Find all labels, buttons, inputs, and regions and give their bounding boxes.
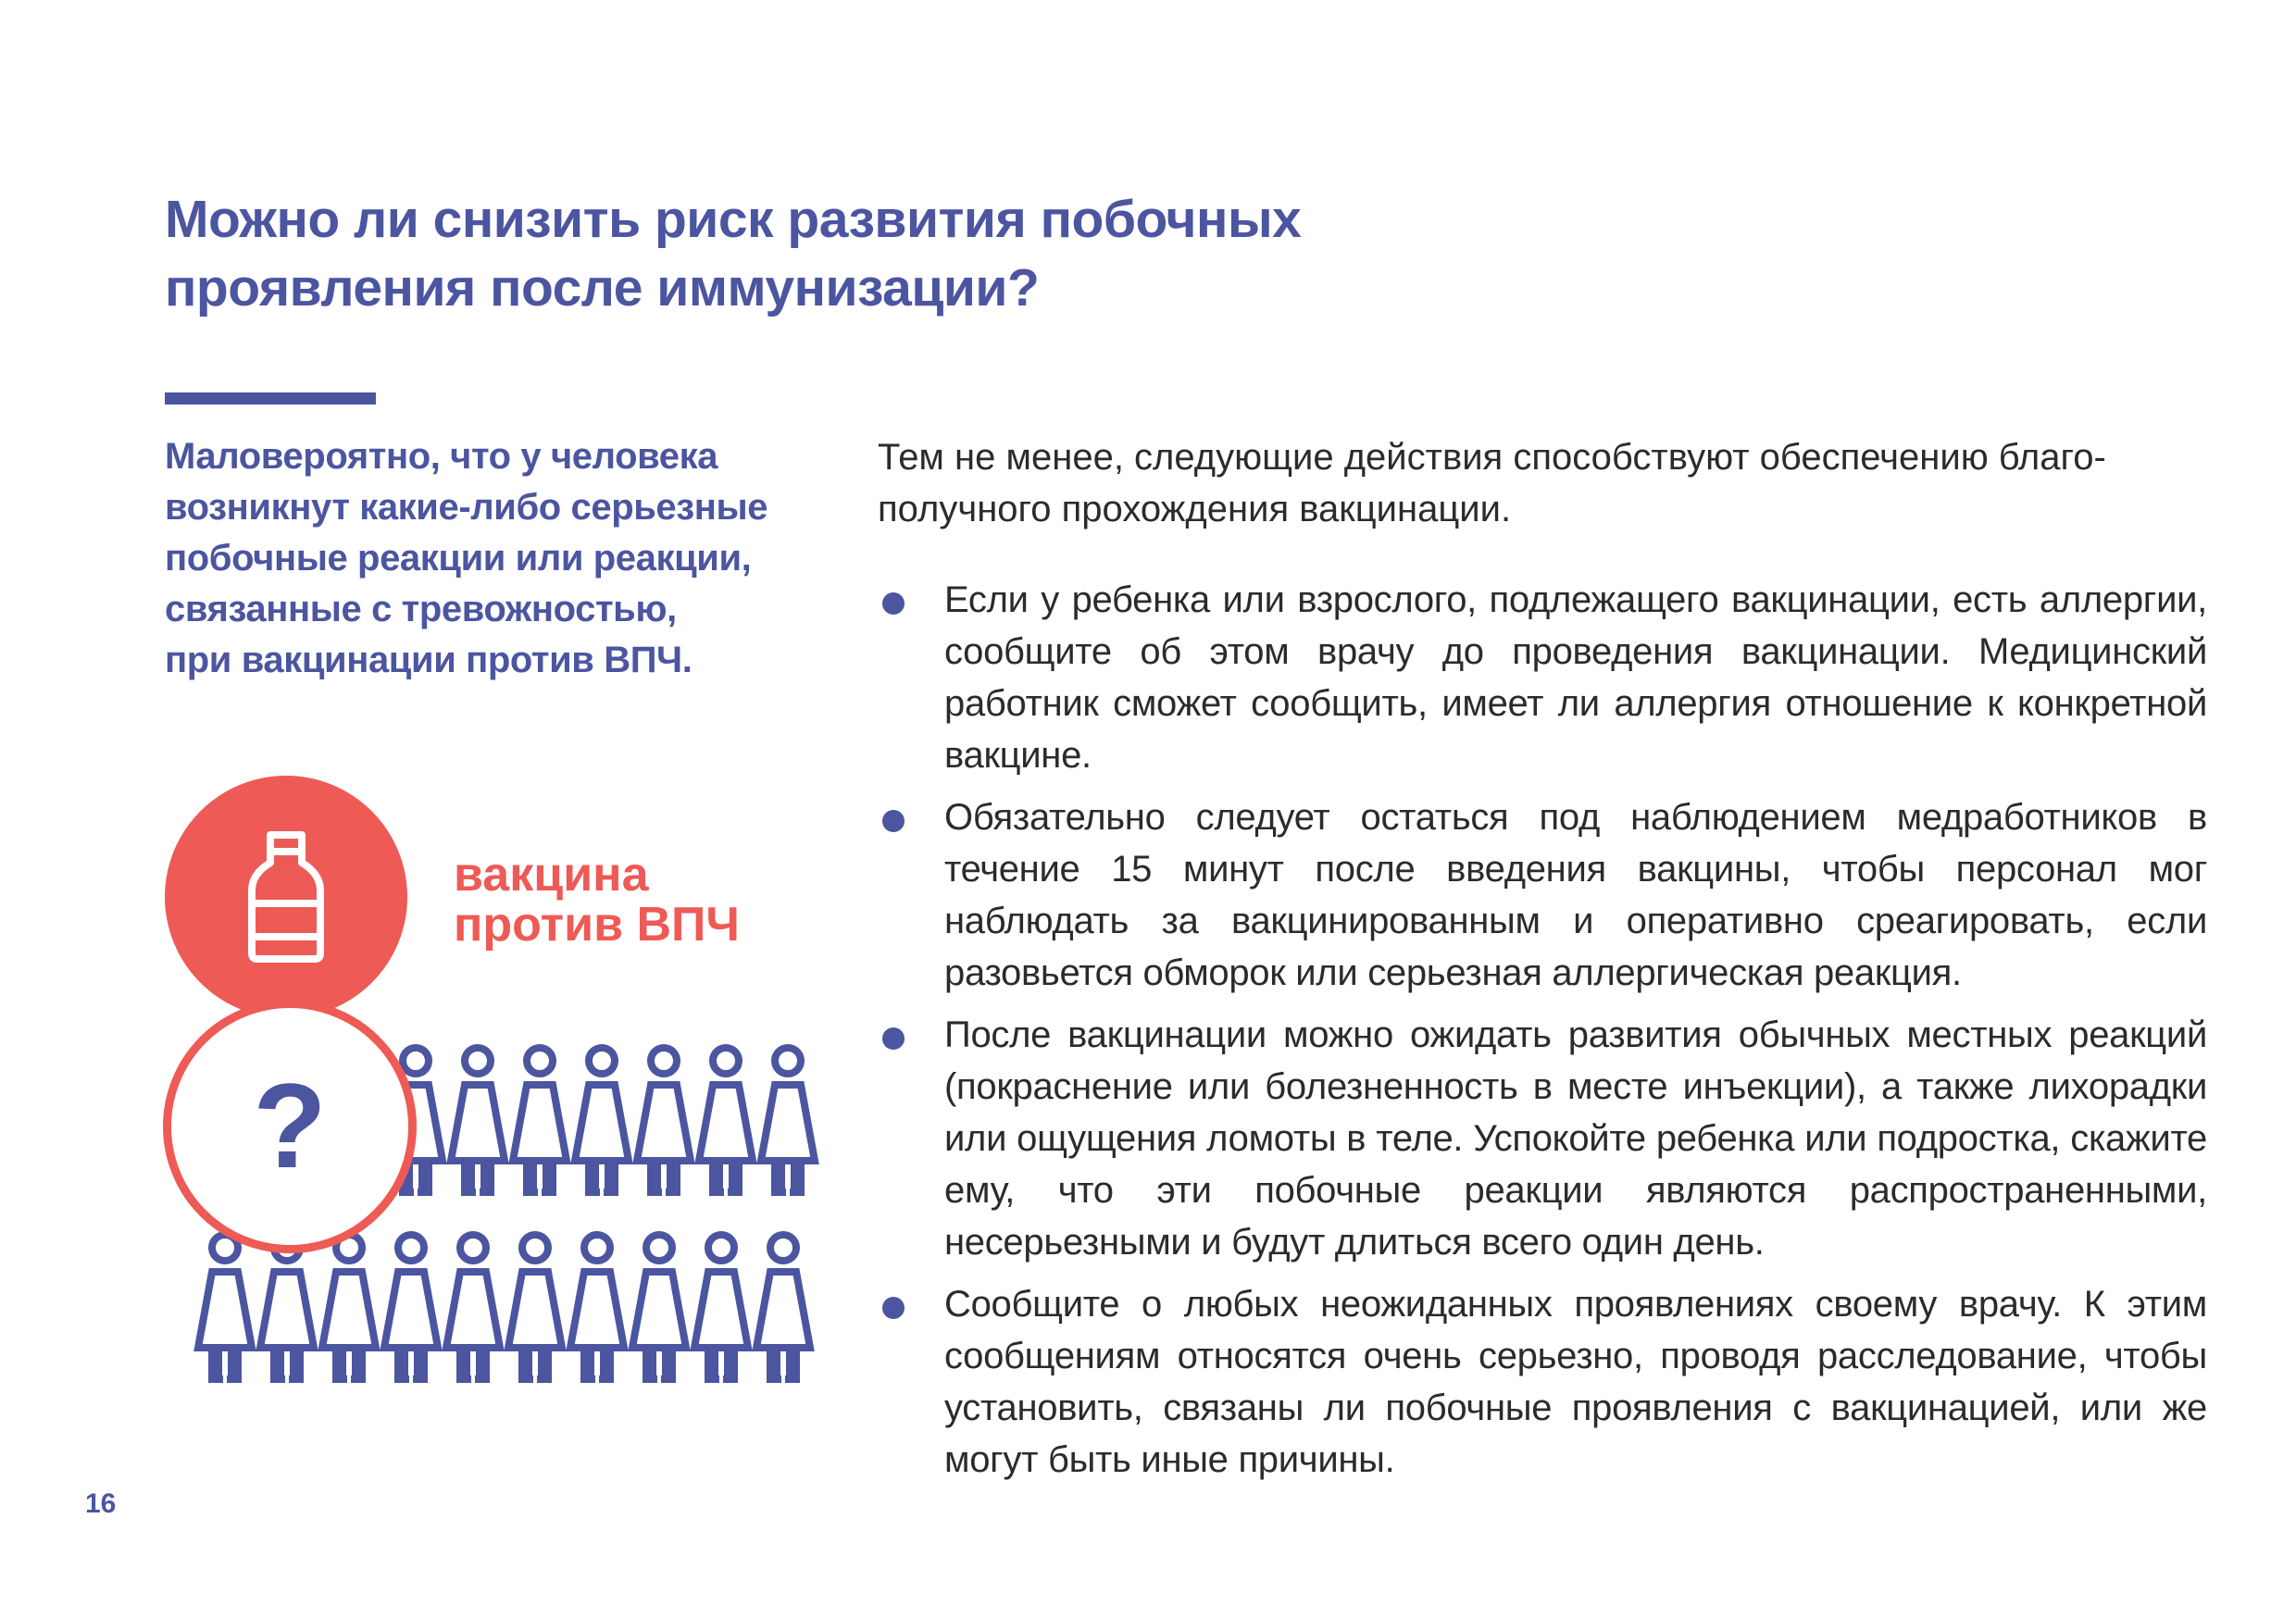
bottle-icon: [246, 831, 326, 963]
title-line-2: проявления после иммунизации?: [165, 258, 1040, 317]
intro-line-1: Тем не менее, следующие действия способствуют обеспечению благо-: [878, 437, 2106, 478]
person-icon: [451, 1048, 505, 1192]
person-icon: [637, 1048, 691, 1192]
person-icon: [198, 1235, 252, 1379]
lead-line: Маловероятно, что у человека: [165, 436, 718, 477]
person-icon: [260, 1235, 314, 1379]
person-icon: [446, 1235, 500, 1379]
lead-line: связанные с тревожностью,: [165, 589, 677, 629]
list-item-text: Если у ребенка или взрослого, подлежащего вакцинации, есть аллергии, сообщите об этом врачу до проведения вакцинации. Медицинский работник сможет сообщить, имеет ли аллергия отношение к конкретной вакцине.: [944, 579, 2207, 776]
page-number: 16: [85, 1488, 117, 1519]
person-icon: [508, 1235, 562, 1379]
person-icon: [694, 1235, 748, 1379]
list-item-text: Обязательно следует остаться под наблюдением медработников в течение 15 минут после введения вакцины, чтобы персонал мог наблюдать за вакцинированным и оперативно среагировать, если разовьется обморок или серьезная аллергическая реакция.: [944, 797, 2207, 993]
vaccine-label-line-1: вакцина: [454, 848, 649, 902]
vaccine-circle: [165, 776, 407, 1018]
person-icon: [570, 1235, 624, 1379]
question-icon: ?: [253, 1058, 327, 1193]
intro-line-2: получного прохождения вакцинации.: [878, 489, 1512, 529]
question-circle: [163, 1000, 417, 1253]
lead-line: при вакцинации против ВПЧ.: [165, 640, 693, 680]
list-item-text: После вакцинации можно ожидать развития обычных местных реакций (покраснение или болезненность в месте инъекции), а также лихорадки или ощущения ломоты в теле. Успокойте ребенка или подростка, скажите ему, что эти побочные реакции являются распространенными, несерьезными и будут длиться всего один день.: [944, 1014, 2207, 1263]
person-icon: [761, 1048, 815, 1192]
lead-line: возникнут какие-либо серьезные: [165, 487, 768, 528]
vaccine-label-line-2: против ВПЧ: [454, 898, 740, 952]
person-icon: [756, 1235, 810, 1379]
lead-line: побочные реакции или реакции,: [165, 538, 752, 579]
person-icon: [513, 1048, 567, 1192]
person-icon: [632, 1235, 686, 1379]
person-icon: [575, 1048, 629, 1192]
person-icon: [699, 1048, 753, 1192]
person-icon: [384, 1235, 438, 1379]
person-icon: [322, 1235, 376, 1379]
vaccine-label: [454, 850, 740, 950]
title-line-1: Можно ли снизить риск развития побочных: [165, 190, 1302, 249]
list-item-text: Сообщите о любых неожиданных проявлениях своему врачу. К этим сообщениям относятся очень серьезно, проводя расследование, чтобы установить, связаны ли побочные проявления с вакцинацией, или же могут быть иные причины.: [944, 1284, 2207, 1480]
